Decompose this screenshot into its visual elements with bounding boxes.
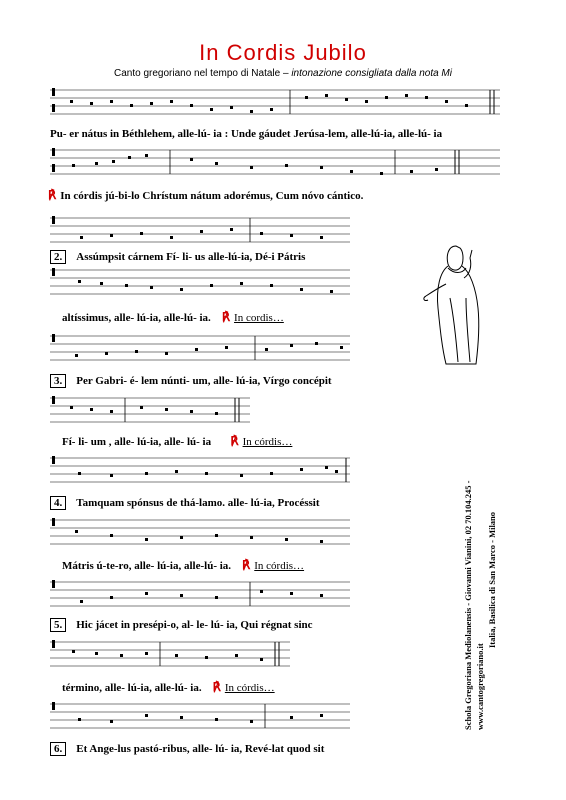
verse-2-cont: altíssimus, alle- lú-ia, alle-lú- ia. [62,312,211,324]
staff-2 [50,144,500,180]
verse-number-3: 3. [50,374,66,388]
subtitle-main: Canto gregoriano nel tempo di Natale – [113,68,292,79]
verse-4-cont: Mátris ú-te-ro, alle- lú-ia, alle-lú- ia. [62,560,232,572]
lyric-line-9 [50,618,313,632]
response-symbol: ℟ [48,188,57,202]
lyric-line-3 [50,250,305,264]
lyric-line-10 [62,680,275,695]
page-title: In Cordis Jubilo [199,40,367,65]
staff-8 [50,514,350,550]
side-credit-line-2: Italia, Basilica di San Marco - Milano [487,511,497,649]
verse-3-text: Per Gabri- é- lem núnti- um, alle- lú-ia, Vírgo concépit [76,375,332,387]
verse-5-cont: término, alle- lú-ia, alle-lú- ia. [62,682,202,694]
verse-3-cont: Fí- li- um , alle- lú-ia, alle- lú- ia [62,436,212,448]
refrain-link-4[interactable]: In córdis… [224,682,275,694]
staff-5 [50,330,350,366]
side-credit-line-1: Schola Gregoriana Mediolanensis - Giovanni Vianini, 02 70.104.245 - www.cantogregoriano.it [463,480,485,730]
staff-6 [50,392,250,428]
response-symbol-3: ℟ [230,434,239,448]
lyric-line-11 [50,742,324,756]
verse-4-text: Tamquam spónsus de thá-lamo. alle- lú-ia, Procéssit [76,497,320,509]
lyric-line-5 [50,374,332,388]
subtitle-italic: intonazione consigliata dalla nota Mi [291,68,452,79]
lyric-line-1: Pu- er nátus in Béthlehem, alle-lú- ia : Unde gáudet Jerúsa-lem, alle-lú-ia, alle-lú- ia [50,128,443,140]
lyric-line-8 [62,558,304,573]
verse-2-text: Assúmpsit cárnem Fí- li- us alle-lú-ia, Dé-i Pátris [76,251,306,263]
monk-illustration [418,238,498,368]
lyric-line-7 [50,496,320,510]
refrain-link-3[interactable]: In córdis… [254,560,305,572]
refrain-text: In córdis jú-bi-lo Chrístum nátum adorémus, Cum nóvo cántico. [60,190,364,202]
lyric-line-4 [62,310,284,325]
staff-11 [50,698,350,734]
response-symbol-2: ℟ [221,310,231,324]
staff-3 [50,212,350,248]
staff-7 [50,452,350,488]
refrain-link-2[interactable]: In córdis… [242,436,293,448]
refrain-link-1[interactable]: In cordis… [234,312,284,324]
verse-number-5: 5. [50,618,66,632]
staff-9 [50,576,350,612]
verse-5-text: Hic jácet in presépi-o, al- le- lú- ia, Qui régnat sinc [76,619,313,631]
verse-6-text: Et Ange-lus pastó-ribus, alle- lú- ia, Revé-lat quod sit [76,743,325,755]
lyric-line-2 [48,188,363,203]
verse-number-6: 6. [50,742,66,756]
verse-number-2: 2. [50,250,66,264]
page-subtitle [0,68,566,79]
verse-number-4: 4. [50,496,66,510]
side-credit [462,430,498,730]
staff-4 [50,264,350,300]
lyric-line-6 [62,434,292,449]
staff-10 [50,636,290,672]
response-symbol-4: ℟ [242,558,251,572]
response-symbol-5: ℟ [212,680,221,694]
staff-1 [50,84,500,120]
